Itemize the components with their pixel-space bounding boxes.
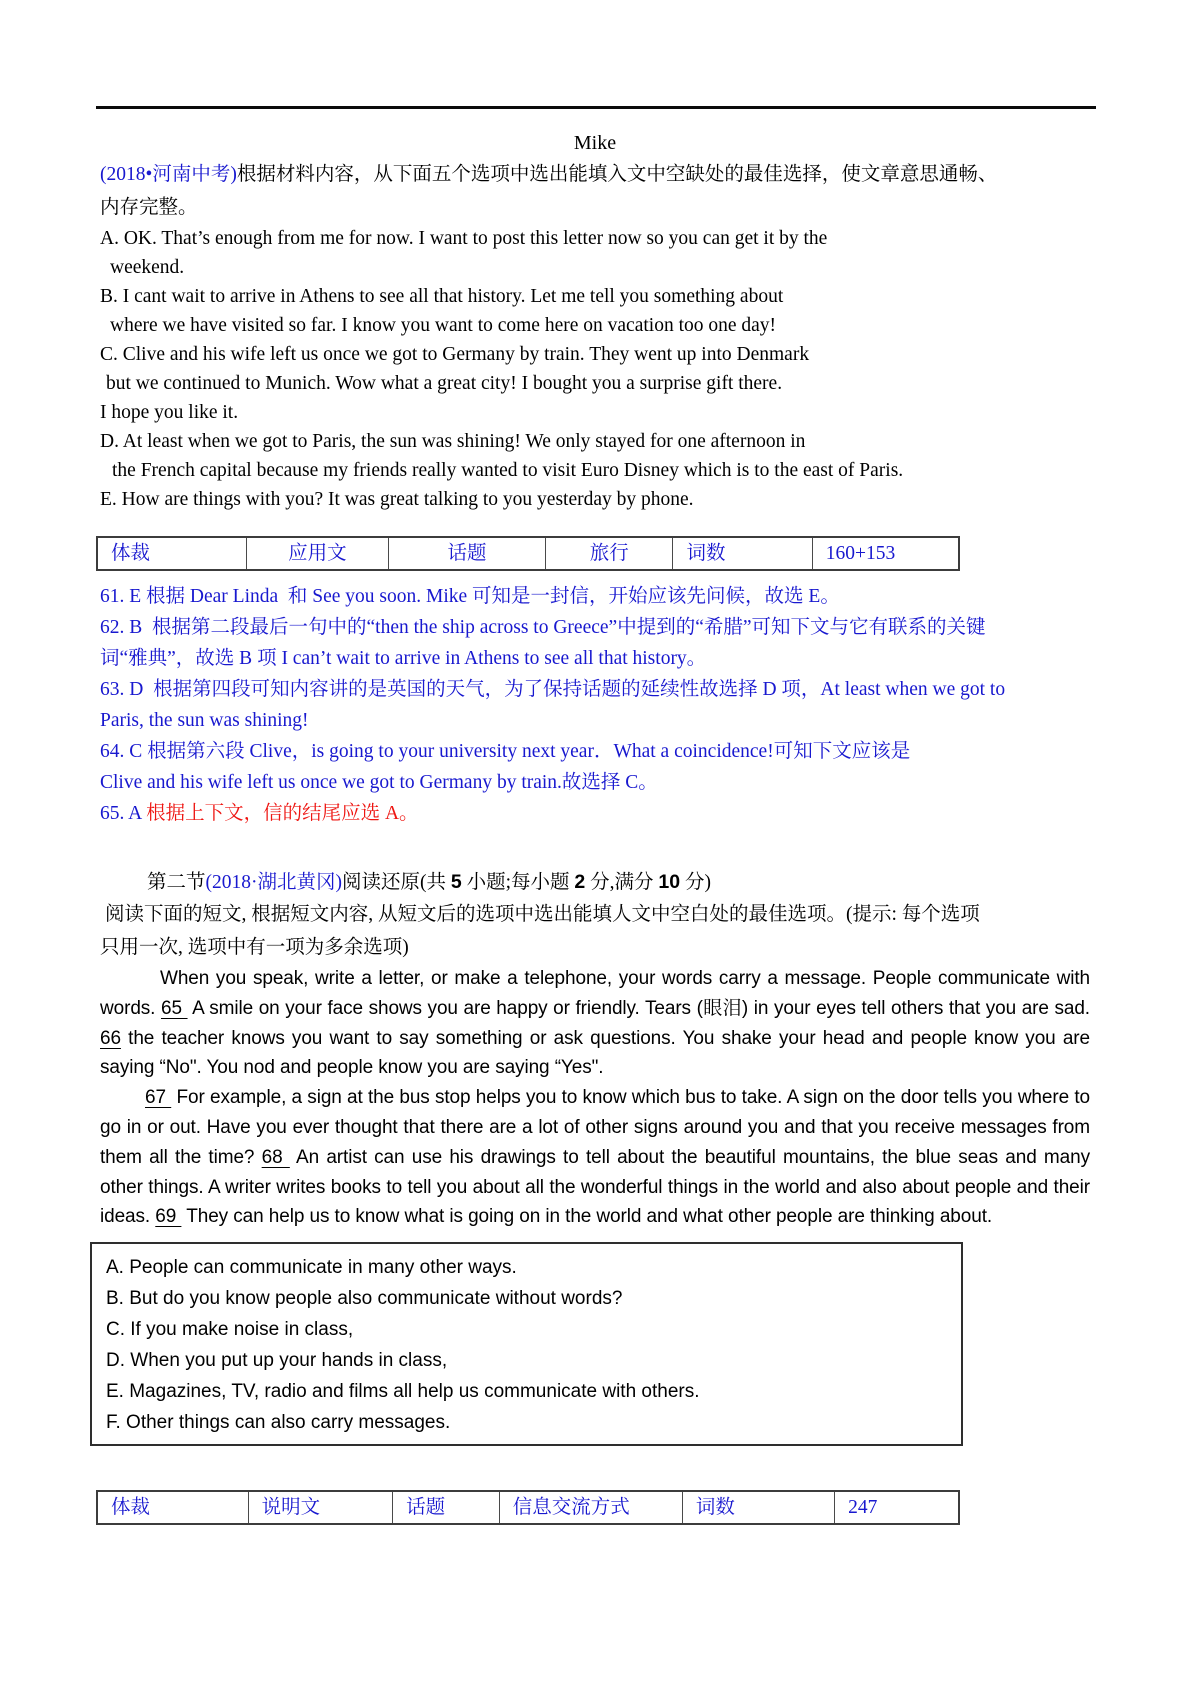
text-run: 只用一次, 选项中有一项为多余选项)	[100, 937, 409, 958]
text-run: 第二节	[147, 872, 206, 893]
blank-number: 67	[145, 1087, 172, 1109]
text-line	[100, 736, 1090, 767]
text-line	[100, 398, 1090, 427]
text-line	[100, 456, 1090, 485]
text-run: 65. A	[100, 803, 147, 824]
table-value-cell: 旅行	[545, 538, 672, 569]
text-line	[100, 798, 1090, 829]
blank-number: 68	[261, 1146, 290, 1168]
section2-paragraph-1	[100, 964, 1090, 1083]
text-run: A smile on your face shows you are happy or friendly. Tears (眼泪) in your eyes tell others that you are sad.	[187, 997, 1090, 1019]
text-line	[100, 705, 1090, 736]
text-run: 阅读下面的短文, 根据短文内容, 从短文后的选项中选出能填人文中空白处的最佳选项。(提示: 每个选项	[105, 904, 980, 925]
text-run: 分)	[680, 872, 711, 893]
table-value-cell: 说明文	[248, 1492, 392, 1523]
genre-table-2	[96, 1490, 960, 1525]
text-run: 根据上下文，信的结尾应选 A。	[146, 803, 419, 824]
text-run: 阅读还原(共	[342, 872, 451, 893]
table-value-cell: 247	[834, 1492, 958, 1523]
text-run: E. How are things with you? It was great talking to you yesterday by phone.	[100, 489, 694, 510]
text-run: Clive and his wife left us once we got to Germany by train.故选择 C。	[100, 772, 658, 793]
text-run: They can help us to know what is going on in the world and what other people are thinking about.	[181, 1206, 993, 1228]
option-item: E. Magazines, TV, radio and films all help us communicate with others.	[106, 1381, 700, 1403]
text-run: 分,满分	[585, 872, 659, 893]
text-line	[100, 612, 1090, 643]
section1-option-lines	[100, 224, 1090, 514]
text-run: 64. C 根据第六段 Clive，is going to your university next year．What a coincidence!可知下文应该是	[100, 741, 911, 762]
option-item: A. People can communicate in many other ways.	[106, 1257, 517, 1279]
table-label-cell: 话题	[388, 538, 545, 569]
header-rule	[96, 106, 1096, 109]
page-content	[100, 106, 1090, 1525]
text-run: where we have visited so far. I know you want to come here on vacation too one day!	[110, 315, 777, 336]
text-run: When you speak, write a letter, or make a telephone, your words carry a message. People communicate with words.	[100, 968, 1090, 1019]
text-run: weekend.	[110, 257, 185, 278]
text-run: 5	[450, 871, 462, 893]
text-line	[100, 485, 1090, 514]
table-value-cell: 应用文	[246, 538, 388, 569]
section1-answers	[100, 581, 1090, 829]
blank-number: 69	[155, 1206, 182, 1228]
table-label-cell: 词数	[672, 538, 811, 569]
section1-intro	[100, 158, 1090, 224]
section2-heading	[100, 867, 1090, 898]
blank-number: 65	[160, 997, 188, 1019]
text-run: 根据材料内容，从下面五个选项中选出能填入文中空缺处的最佳选择，使文章意思通畅、	[236, 164, 998, 185]
text-run: 10	[658, 871, 681, 893]
option-item: B. But do you know people also communicate without words?	[106, 1288, 623, 1310]
text-line	[100, 427, 1090, 456]
text-line	[100, 767, 1090, 798]
table-label-cell: 词数	[682, 1492, 834, 1523]
text-run: For example, a sign at the bus stop helps you to know which bus to take. A sign on the door tells you where to go in or out. Have you ever thought that there are a lot of other signs around you and that you receive messages from them all the time?	[100, 1087, 1090, 1168]
option-item: C. If you make noise in class,	[106, 1319, 354, 1341]
text-run: 内存完整。	[100, 197, 198, 218]
table-label-cell: 体裁	[111, 543, 151, 564]
text-line	[100, 674, 1090, 705]
genre-table-1	[96, 536, 960, 571]
text-run: (2018·湖北黄冈)	[205, 872, 342, 893]
text-run: (2018•河南中考)	[100, 164, 237, 185]
text-run: 小题;每小题	[461, 872, 575, 893]
table-value-cell: 信息交流方式	[499, 1492, 682, 1523]
table-label-cell: 体裁	[111, 1497, 151, 1519]
text-line	[100, 581, 1090, 612]
text-run: 61. E 根据 Dear Linda 和 See you soon. Mike 可知是一封信，开始应该先问候，故选 E。	[100, 586, 840, 607]
text-line	[100, 191, 1090, 224]
section2-paragraph-2	[100, 1083, 1090, 1232]
table-label-cell: 话题	[392, 1492, 499, 1523]
text-line	[100, 224, 1090, 253]
text-run: An artist can use his drawings to tell about the beautiful mountains, the blue seas and many other things. A writer writes books to tell you about all the wonderful things in the world and also about people and their ideas.	[100, 1146, 1090, 1228]
text-run: Paris, the sun was shining!	[100, 710, 309, 731]
text-run: the teacher knows you want to say something or ask questions. You shake your head and people know you are saying “No". You nod and people know you are saying “Yes".	[100, 1027, 1090, 1079]
text-line	[100, 282, 1090, 311]
table-value-cell: 160+153	[812, 538, 958, 569]
text-run: the French capital because my friends really wanted to visit Euro Disney which is to the east of Paris.	[112, 460, 904, 481]
text-line	[100, 253, 1090, 282]
section2-intro	[100, 898, 1090, 964]
text-line	[100, 340, 1090, 369]
text-line	[100, 311, 1090, 340]
option-item: D. When you put up your hands in class,	[106, 1350, 448, 1372]
text-line	[100, 931, 1090, 964]
text-line	[100, 369, 1090, 398]
page-title: Mike	[573, 132, 617, 154]
options-box	[90, 1242, 963, 1446]
text-run: but we continued to Munich. Wow what a great city! I bought you a surprise gift there.	[106, 373, 783, 394]
text-run: I hope you like it.	[100, 402, 239, 423]
text-line	[100, 158, 1090, 191]
text-run: 62. B 根据第二段最后一句中的“then the ship across to Greece”中提到的“希腊”可知下文与它有联系的关键	[100, 617, 986, 638]
text-run: 2	[574, 871, 586, 893]
blank-number: 66	[100, 1027, 121, 1049]
text-run: B. I cant wait to arrive in Athens to see all that history. Let me tell you something about	[100, 286, 784, 307]
text-run: 词“雅典”，故选 B 项 I can’t wait to arrive in Athens to see all that history。	[100, 648, 707, 669]
text-run: D. At least when we got to Paris, the sun was shining! We only stayed for one afternoon in	[100, 431, 806, 452]
text-line	[100, 643, 1090, 674]
option-item: F. Other things can also carry messages.	[106, 1412, 451, 1434]
text-run: C. Clive and his wife left us once we got to Germany by train. They went up into Denmark	[100, 344, 810, 365]
text-line	[100, 867, 1090, 898]
text-run: 63. D 根据第四段可知内容讲的是英国的天气，为了保持话题的延续性故选择 D 项，At least when we got to	[100, 679, 1006, 700]
text-run: A. OK. That’s enough from me for now. I want to post this letter now so you can get it by the	[100, 228, 828, 249]
text-line	[100, 898, 1090, 931]
